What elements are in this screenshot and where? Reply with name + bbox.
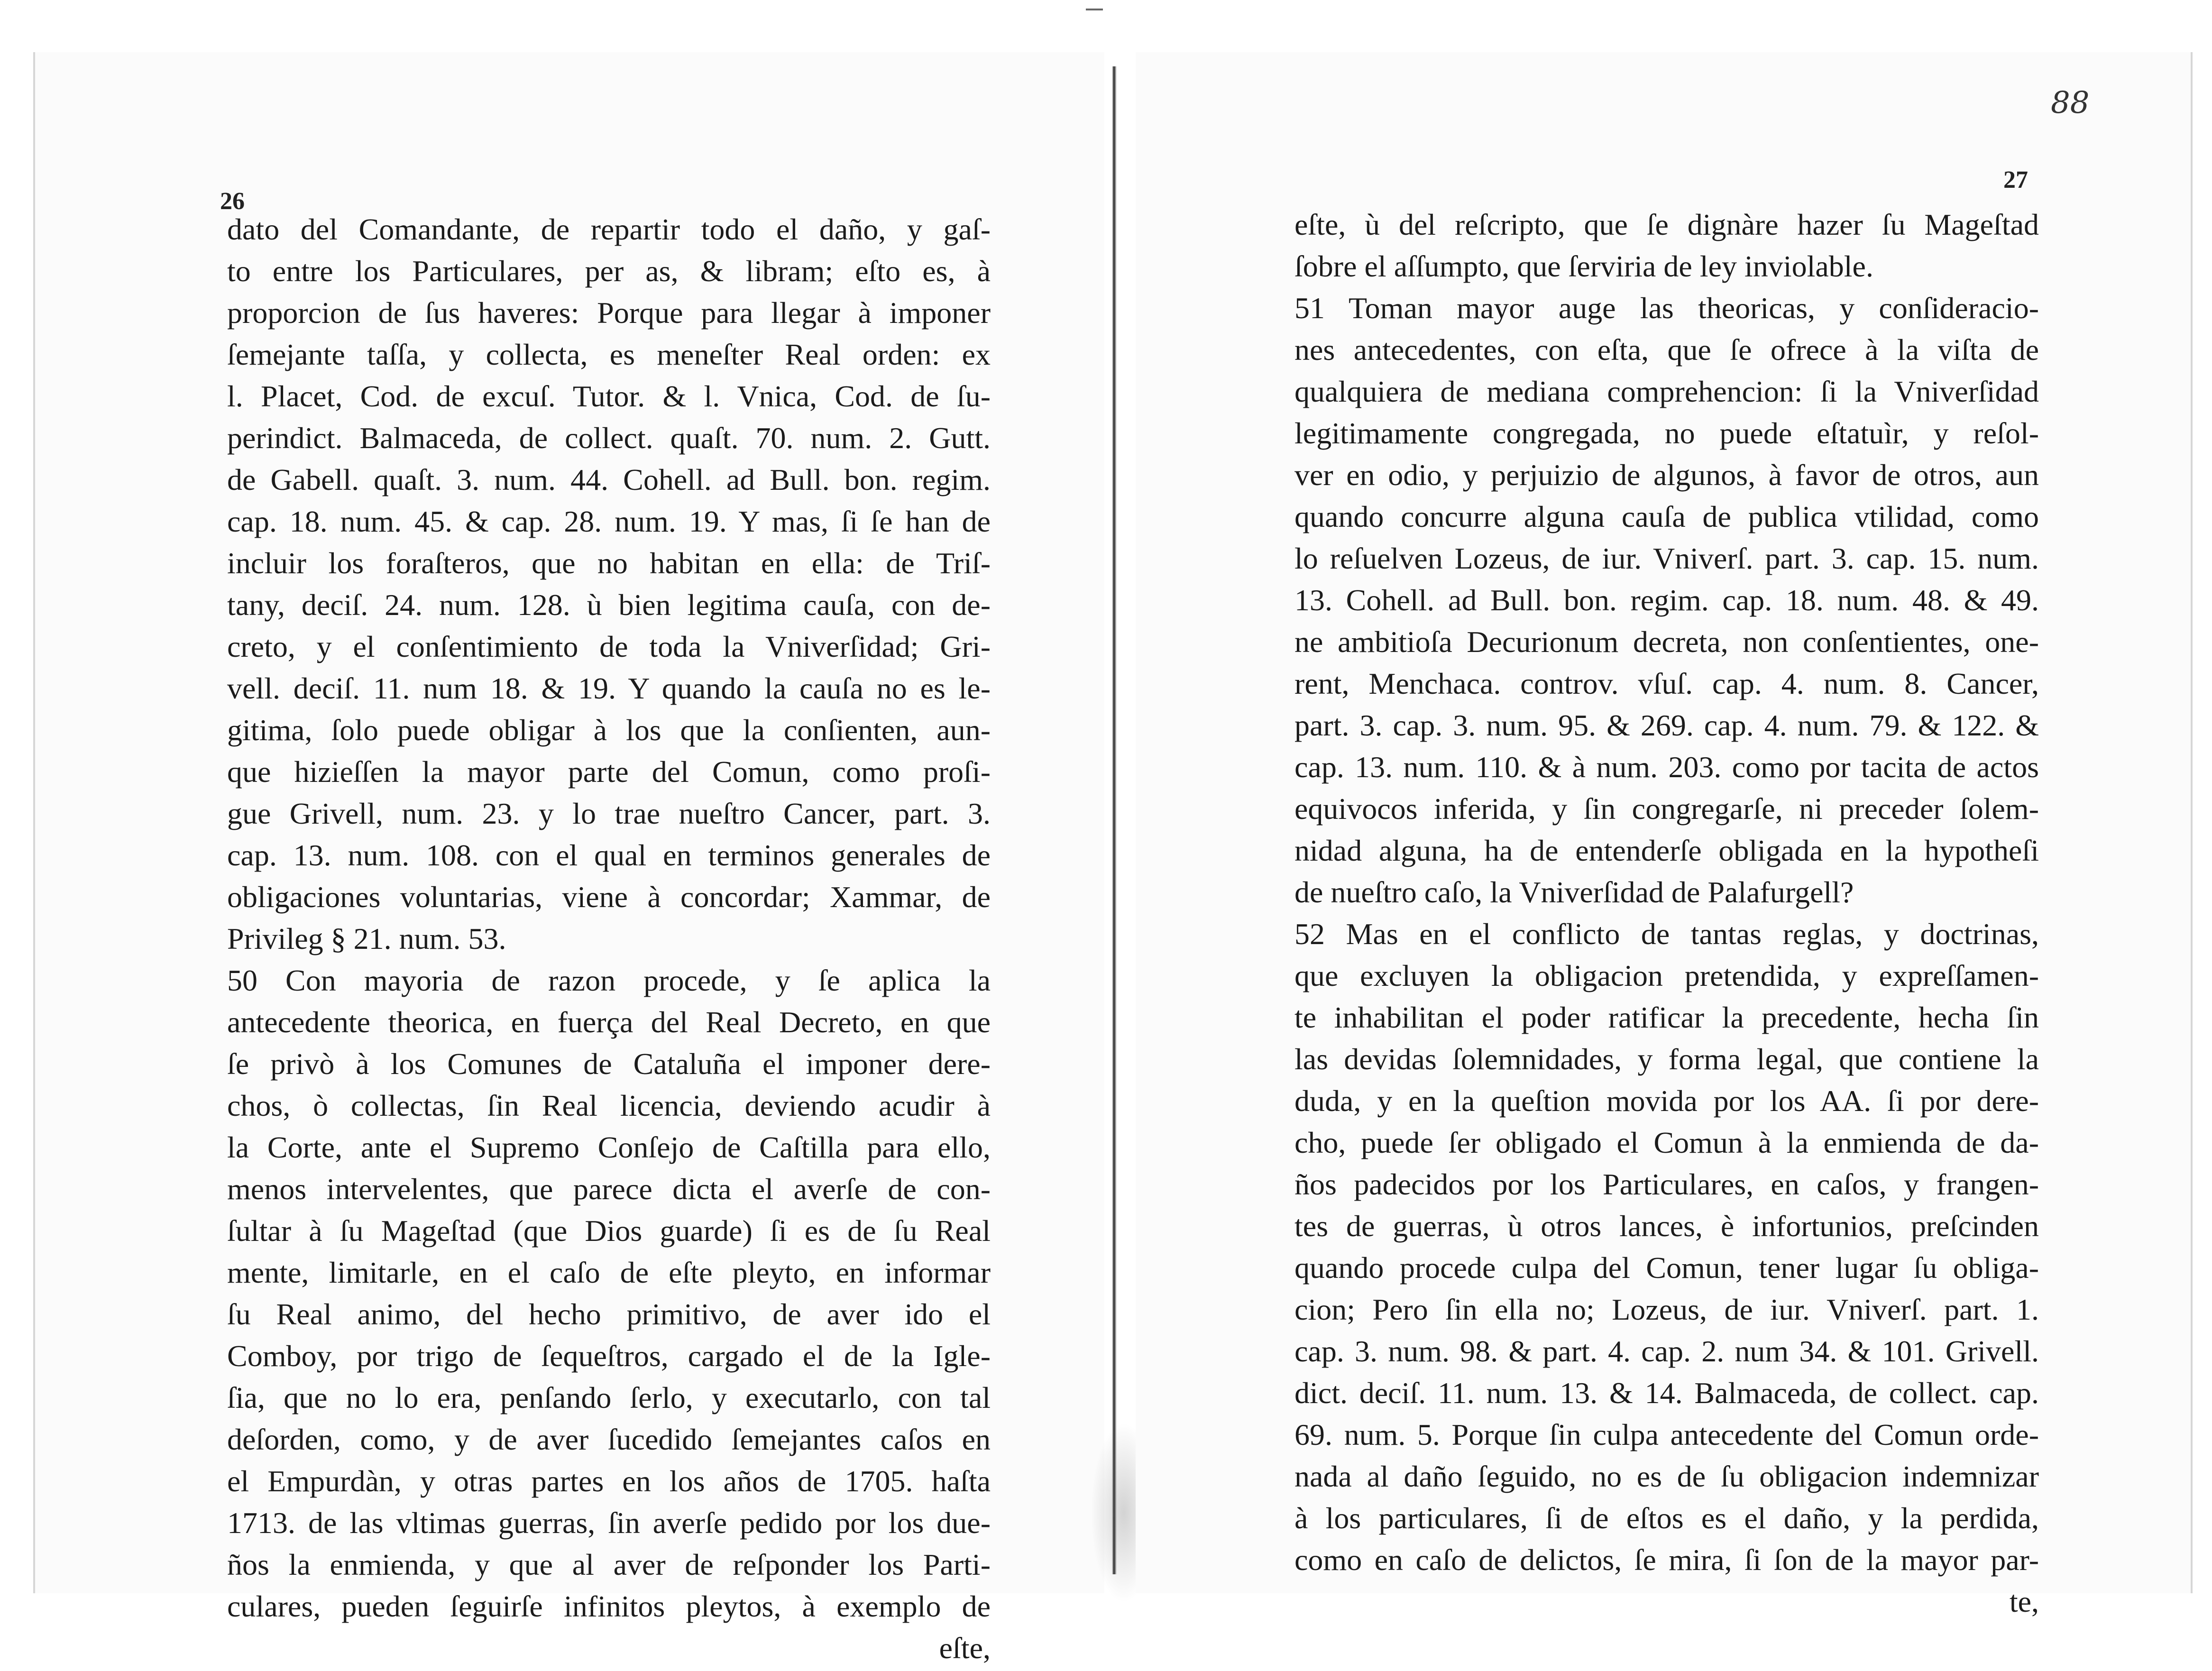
right-page-number: 27 — [2003, 166, 2028, 193]
text-line: legitimamente congregada, no puede eſtatuìr, y reſol- — [1294, 416, 2039, 450]
text-line: nidad alguna, ha de entenderſe obligada en la hypotheſi — [1294, 834, 2039, 867]
text-line: rent, Menchaca. controv. vſuſ. cap. 4. num. 8. Cancer, — [1294, 667, 2039, 700]
text-line: Comboy, por trigo de ſequeſtros, cargado el de la Igle- — [227, 1339, 991, 1373]
text-line: que excluyen la obligacion pretendida, y expreſſamen- — [1294, 959, 2039, 992]
text-line: te inhabilitan el poder ratificar la precedente, hecha ſin — [1294, 1001, 2039, 1034]
text-line: duda, y en la queſtion movida por los AA. ſi por dere- — [1294, 1084, 2039, 1118]
text-line: ños la enmienda, y que al aver de reſponder los Parti- — [227, 1548, 991, 1581]
text-line: antecedente theorica, en fuerça del Real Decreto, en que — [227, 1005, 991, 1039]
text-line: dato del Comandante, de repartir todo el daño, y gaſ- — [227, 212, 991, 246]
text-line: cion; Pero ſin ella no; Lozeus, de iur. Vniverſ. part. 1. — [1294, 1293, 2039, 1326]
text-line: de nueſtro caſo, la Vniverſidad de Palafurgell? — [1294, 875, 1854, 909]
text-line: 13. Cohell. ad Bull. bon. regim. cap. 18. num. 48. & 49. — [1294, 583, 2039, 617]
text-line: te, — [2009, 1585, 2039, 1618]
text-line: de Gabell. quaſt. 3. num. 44. Cohell. ad Bull. bon. regim. — [227, 463, 991, 496]
text-line: incluir los foraſteros, que no habitan en ella: de Triſ- — [227, 546, 991, 580]
text-line: culares, pueden ſeguirſe infinitos pleytos, à exemplo de — [227, 1589, 991, 1623]
text-line: deſorden, como, y de aver ſucedido ſemejantes caſos en — [227, 1423, 991, 1456]
text-line: que hizieſſen la mayor parte del Comun, como proſi- — [227, 755, 991, 789]
text-line: 1713. de las vltimas guerras, ſin averſe pedido por los due- — [227, 1506, 991, 1540]
text-line: 51 Toman mayor auge las theoricas, y conſideracio- — [1294, 291, 2039, 325]
text-line: cap. 3. num. 98. & part. 4. cap. 2. num 34. & 101. Grivell. — [1294, 1334, 2039, 1368]
text-line: part. 3. cap. 3. num. 95. & 269. cap. 4. num. 79. & 122. & — [1294, 708, 2039, 742]
text-line: las devidas ſolemnidades, y forma legal, que contiene la — [1294, 1042, 2039, 1076]
right-page — [1136, 52, 2193, 1618]
text-line: mente, limitarle, en el caſo de eſte pleyto, en informar — [227, 1256, 991, 1289]
text-line: nes antecedentes, con eſta, que ſe ofrece à la viſta de — [1294, 333, 2039, 367]
text-line: ſobre el aſſumpto, que ſerviria de ley inviolable. — [1294, 249, 1873, 283]
left-page-text — [227, 209, 991, 1669]
text-line: tany, deciſ. 24. num. 128. ù bien legitima cauſa, con de- — [227, 588, 991, 622]
text-line: como en caſo de delictos, ſe mira, ſi ſon de la mayor par- — [1294, 1543, 2039, 1577]
text-line: gitima, ſolo puede obligar à los que la conſienten, aun- — [227, 713, 991, 747]
text-line: creto, y el conſentimiento de toda la Vniverſidad; Gri- — [227, 630, 991, 663]
text-line: vell. deciſ. 11. num 18. & 19. Y quando la cauſa no es le- — [227, 671, 991, 705]
text-line: eſte, — [939, 1631, 991, 1665]
text-line: tes de guerras, ù otros lances, è infortunios, preſcinden — [1294, 1209, 2039, 1243]
text-line: ſemejante taſſa, y collecta, es meneſter Real orden: ex — [227, 338, 991, 371]
page-gutter — [1112, 66, 1117, 1574]
text-line: la Corte, ante el Supremo Conſejo de Caſtilla para ello, — [227, 1130, 991, 1164]
text-line: 52 Mas en el conflicto de tantas reglas, y doctrinas, — [1294, 917, 2039, 951]
text-line: obligaciones voluntarias, viene à concordar; Xammar, de — [227, 880, 991, 914]
text-line: ſe privò à los Comunes de Cataluña el imponer dere- — [227, 1047, 991, 1081]
text-line: cap. 18. num. 45. & cap. 28. num. 19. Y mas, ſi ſe han de — [227, 505, 991, 538]
text-line: lo reſuelven Lozeus, de iur. Vniverſ. part. 3. cap. 15. num. — [1294, 542, 2039, 575]
text-line: eſte, ù del reſcripto, que ſe dignàre hazer ſu Mageſtad — [1294, 208, 2039, 241]
text-line: chos, ò collectas, ſin Real licencia, deviendo acudir à — [227, 1089, 991, 1122]
text-line: perindict. Balmaceda, de collect. quaſt. 70. num. 2. Gutt. — [227, 421, 991, 455]
text-line: to entre los Particulares, per as, & libram; eſto es, à — [227, 254, 991, 288]
text-line: quando concurre alguna cauſa de publica vtilidad, como — [1294, 500, 2039, 533]
left-page — [33, 52, 1104, 1665]
text-line: ños padecidos por los Particulares, en caſos, y frangen- — [1294, 1167, 2039, 1201]
folio-mark: 88 — [2051, 85, 2090, 120]
text-line: quando procede culpa del Comun, tener lugar ſu obliga- — [1294, 1251, 2039, 1285]
text-line: l. Placet, Cod. de excuſ. Tutor. & l. Vnica, Cod. de ſu- — [227, 379, 991, 413]
text-line: ſu Real animo, del hecho primitivo, de aver ido el — [227, 1297, 991, 1331]
text-line: cap. 13. num. 108. con el qual en terminos generales de — [227, 838, 991, 872]
text-line: 69. num. 5. Porque ſin culpa antecedente del Comun orde- — [1294, 1418, 2039, 1451]
text-line: menos intervelentes, que parece dicta el averſe de con- — [227, 1172, 991, 1206]
text-line: 50 Con mayoria de razon procede, y ſe aplica la — [227, 964, 991, 997]
text-line: ſia, que no lo era, penſando ſerlo, y executarlo, con tal — [227, 1381, 991, 1414]
text-line: cap. 13. num. 110. & à num. 203. como por tacita de actos — [1294, 750, 2039, 784]
text-line: el Empurdàn, y otras partes en los años de 1705. haſta — [227, 1464, 991, 1498]
text-line: Privileg § 21. num. 53. — [227, 922, 506, 955]
text-line: ver en odio, y perjuizio de algunos, à favor de otros, aun — [1294, 458, 2039, 492]
text-line: à los particulares, ſi de eſtos es el daño, y la perdida, — [1294, 1501, 2039, 1535]
text-line: proporcion de ſus haveres: Porque para llegar à imponer — [227, 296, 991, 330]
text-line: gue Grivell, num. 23. y lo trae nueſtro Cancer, part. 3. — [227, 797, 991, 830]
text-line: nada al daño ſeguido, no es de ſu obligacion indemnizar — [1294, 1460, 2039, 1493]
right-page-text — [1294, 204, 2039, 1623]
left-page-number: 26 — [220, 188, 245, 215]
text-line: cho, puede ſer obligado el Comun à la enmienda de da- — [1294, 1126, 2039, 1159]
text-line: qualquiera de mediana comprehencion: ſi la Vniverſidad — [1294, 375, 2039, 408]
text-line: equivocos inferida, y ſin congregarſe, ni preceder ſolem- — [1294, 792, 2039, 826]
text-line: dict. deciſ. 11. num. 13. & 14. Balmaceda, de collect. cap. — [1294, 1376, 2039, 1410]
top-mark — [1086, 9, 1103, 10]
text-line: ne ambitioſa Decurionum decreta, non conſentientes, one- — [1294, 625, 2039, 659]
text-line: ſultar à ſu Mageſtad (que Dios guarde) ſi es de ſu Real — [227, 1214, 991, 1248]
